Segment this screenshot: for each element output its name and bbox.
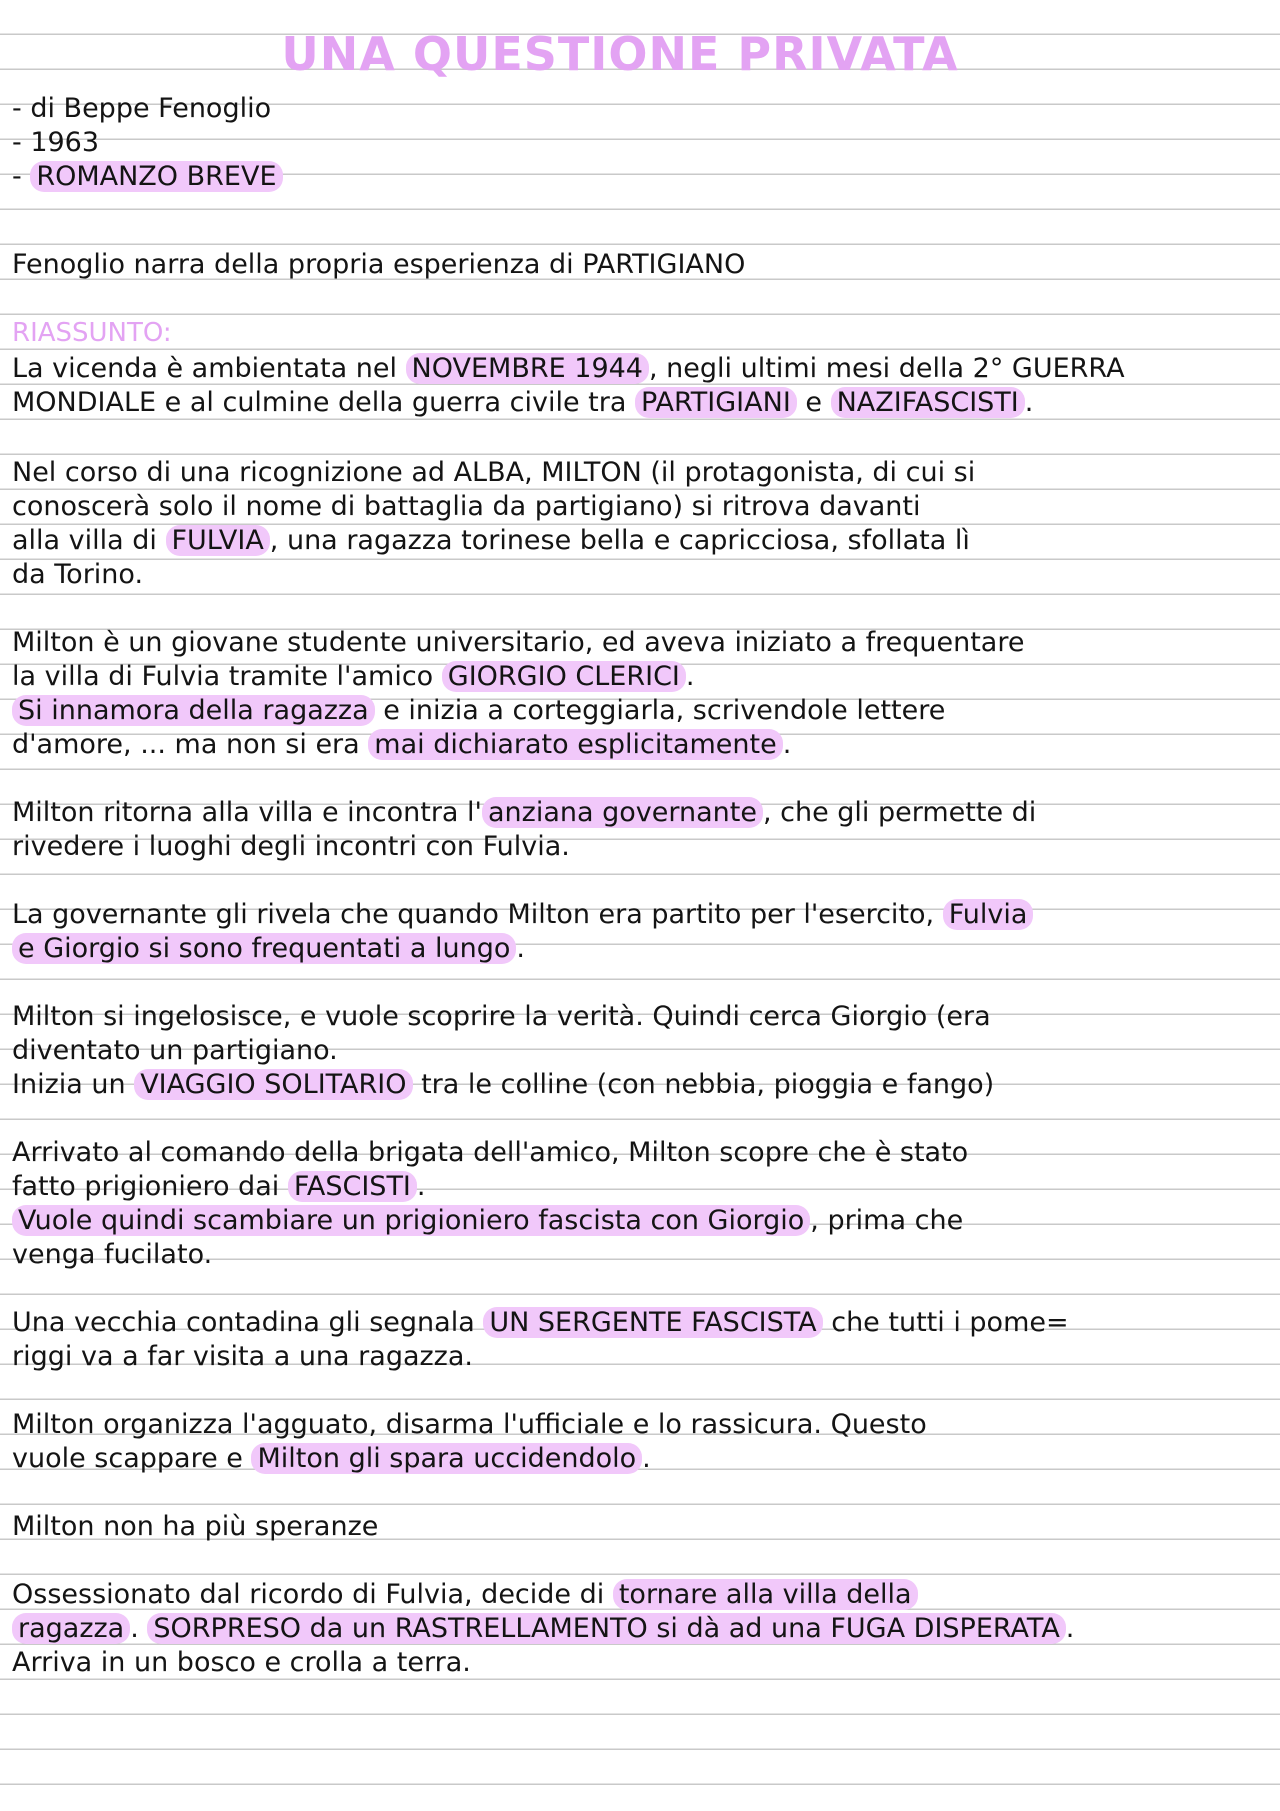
highlight-scambio: Vuole quindi scambiare un prigioniero fascista con Giorgio [12, 1205, 810, 1236]
text-run: . [1024, 387, 1034, 418]
highlight-ragazza: ragazza [12, 1613, 130, 1644]
text-run: . [516, 933, 525, 964]
paragraph-6-line-3 [12, 1068, 1268, 1102]
author-line: - di Beppe Fenoglio [12, 93, 272, 124]
text-run: . [642, 1443, 651, 1474]
text-run: . [782, 729, 792, 760]
text-run: e inizia a corteggiarla, scrivendole lettere [374, 695, 946, 726]
text-run: Milton ritorna alla villa e incontra l' [12, 797, 482, 828]
genre-prefix: - [12, 161, 31, 192]
highlight-nazifascisti: NAZIFASCISTI [831, 387, 1025, 418]
paragraph-5-line-2 [12, 932, 1268, 966]
text-run: che tutti i pome= [822, 1307, 1069, 1338]
paragraph-3-line-2 [12, 660, 1268, 694]
paragraph-1-line-2 [12, 386, 1268, 420]
paragraph-2-line-4: da Torino. [12, 559, 144, 590]
text-run: , una ragazza torinese bella e capricciosa, sfollata lì [269, 525, 970, 556]
text-run: e [796, 387, 831, 418]
paragraph-10-line-1: Milton non ha più speranze [12, 1511, 379, 1542]
text-run: Ossessionato dal ricordo di Fulvia, decide di [12, 1579, 613, 1610]
paragraph-11-line-2 [12, 1612, 1268, 1646]
text-run: tra le colline (con nebbia, pioggia e fango) [412, 1069, 995, 1100]
page-title: UNA QUESTIONE PRIVATA [281, 27, 959, 81]
paragraph-4-line-1 [12, 796, 1268, 830]
text-run: La vicenda è ambientata nel [12, 353, 406, 384]
summary-heading: RIASSUNTO: [12, 318, 172, 348]
paragraph-3-line-1: Milton è un giovane studente universitario, ed aveva iniziato a frequentare [12, 627, 1025, 658]
text-run: d'amore, ... ma non si era [12, 729, 369, 760]
highlight-partigiani: PARTIGIANI [635, 387, 797, 418]
year-line: - 1963 [12, 127, 100, 158]
highlight-dichiarato: mai dichiarato esplicitamente [368, 729, 782, 760]
highlight-spara: Milton gli spara uccidendolo [251, 1443, 642, 1474]
highlight-governante: anziana governante [482, 797, 763, 828]
paragraph-11-line-1 [12, 1578, 1268, 1612]
paragraph-1-line-1 [12, 352, 1268, 386]
genre-line [12, 160, 1268, 194]
paragraph-6-line-2: diventato un partigiano. [12, 1035, 338, 1066]
text-run: . [1065, 1613, 1075, 1644]
paragraph-2-line-3 [12, 524, 1268, 558]
paragraph-3-line-4 [12, 728, 1268, 762]
paragraph-11-line-3: Arriva in un bosco e crolla a terra. [12, 1647, 471, 1678]
highlight-fulvia: FULVIA [166, 525, 270, 556]
text-run: . [685, 661, 695, 692]
highlight-rastrellamento: SORPRESO da un RASTRELLAMENTO si dà ad una FUGA DISPERATA [147, 1613, 1065, 1644]
paragraph-8-line-1 [12, 1306, 1268, 1340]
paragraph-6-line-1: Milton si ingelosisce, e vuole scoprire la verità. Quindi cerca Giorgio (era [12, 1001, 991, 1032]
paragraph-8-line-2: riggi va a far visita a una ragazza. [12, 1341, 473, 1372]
text-run: , prima che [810, 1205, 964, 1236]
paragraph-4-line-2: rivedere i luoghi degli incontri con Fulvia. [12, 831, 570, 862]
highlight-date: NOVEMBRE 1944 [406, 353, 649, 384]
highlight-innamora: Si innamora della ragazza [12, 695, 375, 726]
highlight-viaggio: VIAGGIO SOLITARIO [134, 1069, 412, 1100]
highlight-tornare: tornare alla villa della [613, 1579, 918, 1610]
text-run: vuole scappare e [12, 1443, 252, 1474]
paragraph-9-line-1: Milton organizza l'agguato, disarma l'ufficiale e lo rassicura. Questo [12, 1409, 927, 1440]
paragraph-2-line-2: conoscerà solo il nome di battaglia da partigiano) si ritrova davanti [12, 491, 921, 522]
text-run: Una vecchia contadina gli segnala [12, 1307, 484, 1338]
text-run: La governante gli rivela che quando Milton era partito per l'esercito, [12, 899, 943, 930]
text-run: la villa di Fulvia tramite l'amico [12, 661, 442, 692]
paragraph-9-line-2 [12, 1442, 1268, 1476]
paragraph-7-line-4: venga fucilato. [12, 1239, 213, 1270]
paragraph-3-line-3 [12, 694, 1268, 728]
paragraph-5-line-1 [12, 898, 1268, 932]
highlight-fascisti: FASCISTI [288, 1171, 417, 1202]
text-run: MONDIALE e al culmine della guerra civile tra [12, 387, 635, 418]
text-run: . [416, 1171, 426, 1202]
text-run: . [130, 1613, 148, 1644]
paragraph-2-line-1: Nel corso di una ricognizione ad ALBA, MILTON (il protagonista, di cui si [12, 457, 976, 488]
text-run: , che gli permette di [762, 797, 1037, 828]
paragraph-7-line-1: Arrivato al comando della brigata dell'amico, Milton scopre che è stato [12, 1137, 969, 1168]
text-run: fatto prigioniero dai [12, 1171, 288, 1202]
highlight-frequentati: e Giorgio si sono frequentati a lungo [12, 933, 516, 964]
text-run: Inizia un [12, 1069, 135, 1100]
paragraph-7-line-2 [12, 1170, 1268, 1204]
highlight-sergente: UN SERGENTE FASCISTA [483, 1307, 822, 1338]
text-run: , negli ultimi mesi della 2° GUERRA [649, 353, 1125, 384]
intro-line: Fenoglio narra della propria esperienza di PARTIGIANO [12, 249, 746, 280]
paragraph-7-line-3 [12, 1204, 1268, 1238]
genre-highlight: ROMANZO BREVE [30, 161, 282, 192]
text-run: alla villa di [12, 525, 166, 556]
highlight-fulvia-2: Fulvia [943, 899, 1034, 930]
highlight-giorgio: GIORGIO CLERICI [442, 661, 686, 692]
